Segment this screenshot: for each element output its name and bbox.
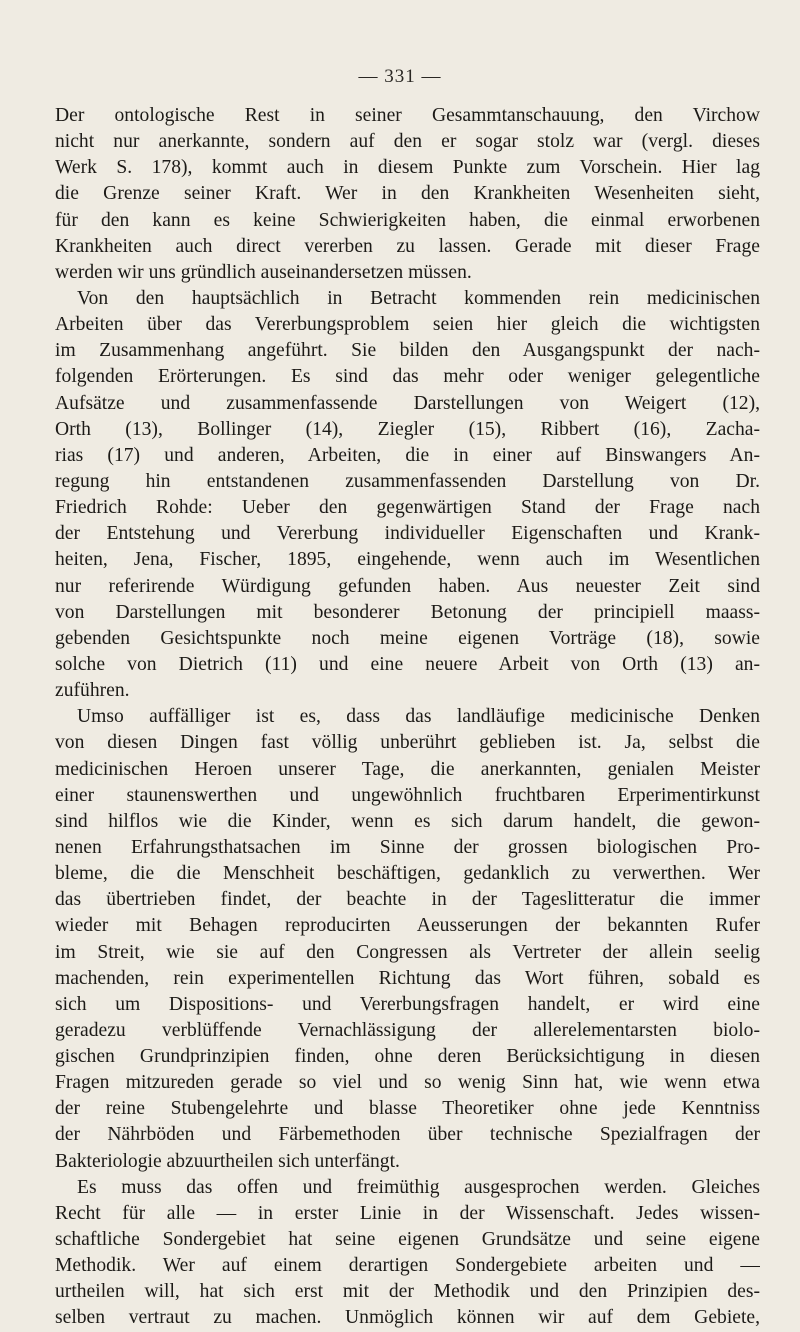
text-line: medicinischen Heroen unserer Tage, die anerkannten, genialen Meister	[55, 758, 760, 780]
text-line: Umso auffälliger ist es, dass das landläufige medicinische Denken	[77, 706, 760, 728]
text-line: von Darstellungen mit besonderer Betonung der principiell maass-	[55, 601, 760, 623]
text-line: wieder mit Behagen reproducirten Aeusserungen der bekannten Rufer	[55, 915, 760, 937]
text-line: Fragen mitzureden gerade so viel und so wenig Sinn hat, wie wenn etwa	[55, 1072, 760, 1094]
text-line: geradezu verblüffende Vernachlässigung der allerelementarsten biolo-	[55, 1019, 760, 1041]
text-line: selben vertraut zu machen. Unmöglich können wir auf dem Gebiete,	[55, 1307, 760, 1329]
text-line: für den kann es keine Schwierigkeiten haben, die einmal erworbenen	[55, 209, 760, 231]
text-line: nenen Erfahrungsthatsachen im Sinne der grossen biologischen Pro-	[55, 836, 760, 858]
text-line: Recht für alle — in erster Linie in der Wissenschaft. Jedes wissen-	[55, 1202, 760, 1224]
text-line: werden wir uns gründlich auseinandersetzen müssen.	[55, 261, 472, 283]
text-line: im Zusammenhang angeführt. Sie bilden den Ausgangspunkt der nach-	[55, 340, 760, 362]
text-line: machenden, rein experimentellen Richtung das Wort führen, sobald es	[55, 967, 760, 989]
text-line: gischen Grundprinzipien finden, ohne deren Berücksichtigung in diesen	[55, 1046, 760, 1068]
body-text	[55, 103, 760, 1332]
text-line: nur referirende Würdigung gefunden haben. Aus neuester Zeit sind	[55, 575, 760, 597]
text-line: sind hilflos wie die Kinder, wenn es sich darum handelt, die gewon-	[55, 810, 760, 832]
text-line: gebenden Gesichtspunkte noch meine eigenen Vorträge (18), sowie	[55, 627, 760, 649]
text-line: einer staunenswerthen und ungewöhnlich fruchtbaren Erperimentirkunst	[55, 784, 760, 806]
text-line: Aufsätze und zusammenfassende Darstellungen von Weigert (12),	[55, 392, 760, 414]
text-line: bleme, die die Menschheit beschäftigen, gedanklich zu verwerthen. Wer	[55, 863, 760, 885]
text-line: solche von Dietrich (11) und eine neuere Arbeit von Orth (13) an-	[55, 653, 760, 675]
text-line: der Entstehung und Vererbung individueller Eigenschaften und Krank-	[55, 523, 760, 545]
text-line: im Streit, wie sie auf den Congressen als Vertreter der allein seelig	[55, 941, 760, 963]
text-line: Es muss das offen und freimüthig ausgesprochen werden. Gleiches	[77, 1176, 760, 1198]
text-line: Krankheiten auch direct vererben zu lassen. Gerade mit dieser Frage	[55, 235, 760, 257]
text-line: sich um Dispositions- und Vererbungsfragen handelt, er wird eine	[55, 993, 760, 1015]
text-line: zuführen.	[55, 680, 130, 702]
text-line: von diesen Dingen fast völlig unberührt geblieben ist. Ja, selbst die	[55, 732, 760, 754]
text-line: das übertrieben findet, der beachte in der Tageslitteratur die immer	[55, 889, 760, 911]
text-line: Werk S. 178), kommt auch in diesem Punkte zum Vorschein. Hier lag	[55, 157, 760, 179]
page-number: — 331 —	[358, 66, 442, 87]
text-line: regung hin entstandenen zusammenfassenden Darstellung von Dr.	[55, 470, 760, 492]
text-line: nicht nur anerkannte, sondern auf den er sogar stolz war (vergl. dieses	[55, 131, 760, 153]
text-line: Von den hauptsächlich in Betracht kommenden rein medicinischen	[77, 287, 760, 309]
text-line: rias (17) und anderen, Arbeiten, die in einer auf Binswangers An-	[55, 444, 760, 466]
text-line: Friedrich Rohde: Ueber den gegenwärtigen Stand der Frage nach	[55, 497, 760, 519]
text-line: Der ontologische Rest in seiner Gesammtanschauung, den Virchow	[55, 105, 760, 126]
text-line: der Nährböden und Färbemethoden über technische Spezialfragen der	[55, 1124, 760, 1146]
text-line: schaftliche Sondergebiet hat seine eigenen Grundsätze und seine eigene	[55, 1229, 760, 1251]
text-line: der reine Stubengelehrte und blasse Theoretiker ohne jede Kenntniss	[55, 1098, 760, 1120]
text-line: Orth (13), Bollinger (14), Ziegler (15), Ribbert (16), Zacha-	[55, 418, 760, 440]
text-line: Methodik. Wer auf einem derartigen Sondergebiete arbeiten und —	[55, 1255, 760, 1277]
text-line: heiten, Jena, Fischer, 1895, eingehende, wenn auch im Wesentlichen	[55, 549, 760, 571]
text-line: die Grenze seiner Kraft. Wer in den Krankheiten Wesenheiten sieht,	[55, 183, 760, 205]
text-line: folgenden Erörterungen. Es sind das mehr oder weniger gelegentliche	[55, 366, 760, 388]
text-line: Arbeiten über das Vererbungsproblem seien hier gleich die wichtigsten	[55, 314, 760, 336]
text-line: urtheilen will, hat sich erst mit der Methodik und den Prinzipien des-	[55, 1281, 760, 1303]
text-line: Bakteriologie abzuurtheilen sich unterfängt.	[55, 1150, 400, 1172]
